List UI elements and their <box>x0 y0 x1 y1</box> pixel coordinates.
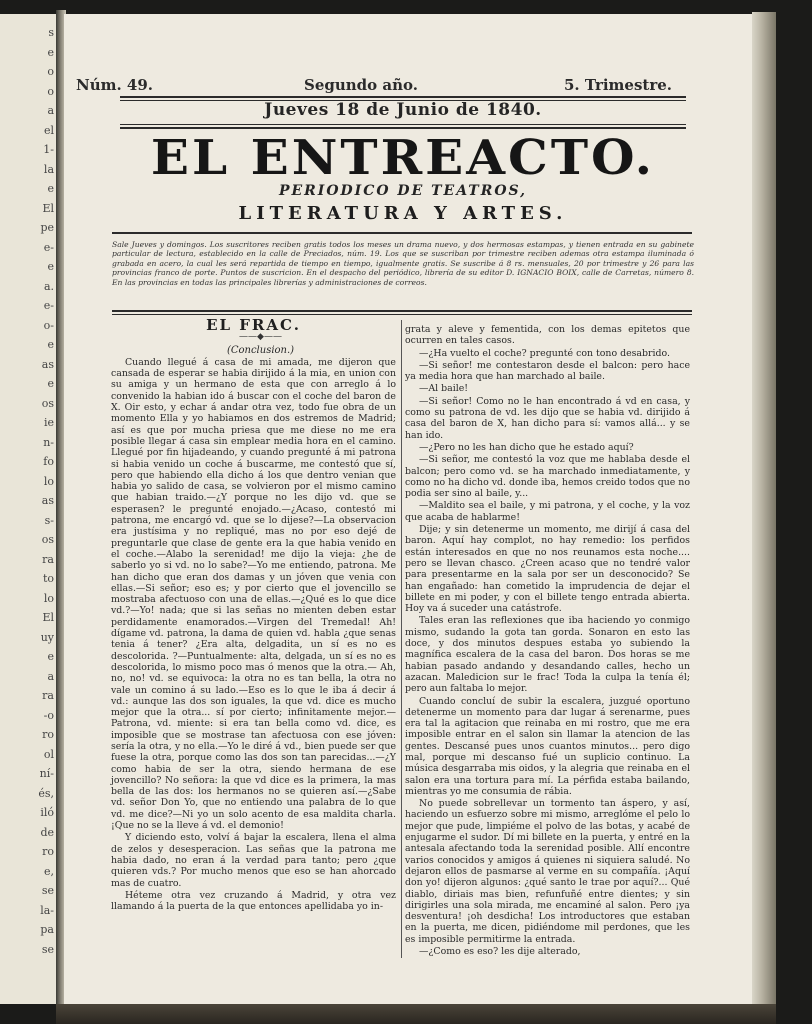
left-page-text-fragment: iló <box>40 806 54 819</box>
paragraph: —Si señor, me contestó la voz que me hablaba desde el balcon; pero como vd. se ha marchado inmediatamente, y como no ha dicho vd. donde iba, hemos creido todos que no podia ser sino al baile, y... <box>405 454 690 500</box>
left-page-text-fragment: e, <box>43 864 54 878</box>
left-page-text-fragment: s <box>48 26 54 39</box>
left-page-text-fragment: ra <box>42 552 54 566</box>
paragraph: —Al baile! <box>419 383 469 395</box>
paragraph: —Maldito sea el baile, y mi patrona, y el coche, y la voz que acaba de hablarme! <box>405 500 690 523</box>
paragraph: —Si señor! Como no le han encontrado á vd en casa, y como su patrona de vd. les dijo que se habia vd. dirijido á casa del baron de X, han dicho para sí: vamos allá... y se han ido. <box>405 395 690 441</box>
column-divider <box>401 320 402 958</box>
article-column-left <box>111 316 396 913</box>
left-page-text-fragment: El <box>42 611 54 624</box>
left-page-text-fragment: e <box>47 260 54 273</box>
paragraph: Dije; y sin detenerme un momento, me dirijí á casa del baron. Aquí hay complot, no hay remedio: los perfidos están interesados en que no nos reunamos esta noche.... pero se llevan chasco. ¿Creen acaso que no tendré valor para presentarme en la sala por ser un desconocido? Se han engañado: han cometido la imprudencia de dejar el billete en mi poder, y con el billete tengo entrada abierta. Hoy va á suceder una catástrofe. <box>405 524 690 615</box>
left-page-text-fragment: fo <box>43 455 54 468</box>
article-subhead: (Conclusion.) <box>226 344 295 356</box>
left-page-text-fragment: se <box>41 942 54 956</box>
rule-notice <box>112 310 692 312</box>
left-page-text-fragment: la- <box>40 903 54 917</box>
left-page-text-fragment: e <box>47 650 54 663</box>
left-page-text-fragment: pe <box>40 221 54 234</box>
left-page-text-fragment: uy <box>40 630 54 644</box>
masthead-info-row <box>76 76 696 96</box>
paragraph: —Si señor! me contestaron desde el balcon: pero hace ya media hora que han marchado al baile. <box>405 359 690 383</box>
issue-date: Jueves 18 de Junio de 1840. <box>264 100 542 120</box>
rule-masthead <box>112 232 692 234</box>
left-page-text-fragment: os <box>41 396 54 410</box>
left-page-text-fragment: ra <box>42 689 54 702</box>
left-page-text-fragment: a <box>47 669 54 683</box>
left-page-text-fragment: e- <box>43 299 54 312</box>
left-page-text-fragment: ro <box>42 845 54 858</box>
paragraph: grata y aleve y fementida, con los demas epitetos que ocurren en tales casos. <box>405 324 690 347</box>
left-page-text-fragment: os <box>41 533 54 546</box>
article-column-right <box>405 324 690 958</box>
left-page-text-fragment: de <box>40 825 54 839</box>
rule-top <box>120 96 686 98</box>
ornament: ——◆—— <box>239 332 282 343</box>
year-label: Segundo año. <box>304 76 418 94</box>
left-page-text-fragment: as <box>41 494 54 507</box>
trimester-label: 5. Trimestre. <box>564 76 673 94</box>
left-page-text-fragment: ol <box>43 747 54 761</box>
issue-number: Núm. 49. <box>76 76 154 94</box>
paragraph: Héteme otra vez cruzando á Madrid, y otra vez llamando á la puerta de la que entonces apellidaba yo in- <box>111 889 396 913</box>
left-page-text-fragment: to <box>42 572 54 585</box>
left-page-text-fragment: e <box>47 338 54 351</box>
paragraph: —¿Ha vuelto el coche? pregunté con tono desabrido. <box>419 347 670 359</box>
left-page-text-fragment: El <box>42 201 54 215</box>
masthead-subtitle-2: LITERATURA Y ARTES. <box>238 203 568 224</box>
rule-date <box>120 124 686 125</box>
left-page-text-fragment: as <box>41 357 54 371</box>
left-page-text-fragment: el <box>43 123 54 137</box>
left-page-text-fragment: e- <box>43 240 54 254</box>
paragraph: Y diciendo esto, volví á bajar la escalera, llena el alma de zelos y desesperacion. Las señas que la patrona me habia dado, no eran á la verdad para tanto; pero ¿que quieren vds.? Por mucho menos que eso se han ahorcado mas de cuatro. <box>111 832 396 889</box>
left-page-text-fragment: se <box>41 884 54 897</box>
left-page-text-fragment: s- <box>44 513 54 527</box>
paragraph: —¿Pero no les han dicho que he estado aquí? <box>419 441 634 453</box>
left-page-text-fragment: pa <box>40 923 54 936</box>
paragraph: Tales eran las reflexiones que iba haciendo yo conmigo mismo, sudando la gota tan gorda. Sonaron en esto las doce, y dos minutos despues estaba yo subiendo la magnífica escalera de la casa del baron. Dos horas se me habian pasado andando y desandando calles, hecho un azacan. Maledicion sur le frac! Toda la culpa la tenía él; pero aun faltaba lo mejor. <box>405 615 690 695</box>
paragraph: —¿Como es eso? les dije alterado, <box>419 946 581 958</box>
left-page-text-fragment: e <box>47 182 54 195</box>
left-page-text-fragment: n- <box>43 435 54 449</box>
left-page-text-fragment: o <box>47 65 54 78</box>
left-page-text-fragment: ro <box>42 728 54 741</box>
article-title: EL FRAC. <box>206 316 301 334</box>
left-page-text-fragment: ie <box>43 416 54 429</box>
rule-notice-thin <box>112 314 692 315</box>
book-bottom-edge <box>56 1004 776 1024</box>
subscription-notice: Sale Jueves y domingos. Los suscritores reciben gratis todos los meses un drama nuevo, y dos hermosas estampas, y tienen entrada en su gabinete particular de lectura, establecido en la calle de Preciados, núm. 19. Los que se suscriban por trimestre reciben ademas otra estampa iluminada ó grabada en acero, la cual les será repartida de tiempo en tiempo, igualmente gratis. Se suscribe á 8 rs. mensuales, 20 por trimestre y 26 para las provincias franco de porte. Puntos de suscricion. En el despacho del periódico, librería de su editor D. IGNACIO BOIX, calle de Carretas, número 8. En las provincias en todas las principales librerías y administraciones de correos. <box>112 240 694 287</box>
page-edge <box>752 12 776 1008</box>
left-page-text-fragment: lo <box>43 474 54 488</box>
left-page-text-fragment: la <box>43 162 54 176</box>
masthead-subtitle: PERIODICO DE TEATROS, <box>278 183 528 199</box>
paragraph: Cuando concluí de subir la escalera, juzgué oportuno detenerme un momento para dar lugar á serenarme, pues era tal la agitacion que reinaba en mi rostro, que me era imposible entrar en el salon sin llamar la atencion de las gentes. Descansé pues unos cuantos minutos... pero digo mal, porque mi descanso fué un suplicio continuo. La música desgarraba mis oidos, y la alegria que reinaba en el salon era una tortura para mí. La pérfida estaba bailando, mientras yo me consumia de rábia. <box>405 695 690 797</box>
left-page-text-fragment: 1- <box>43 143 54 156</box>
left-page-text-fragment: ní- <box>39 767 54 780</box>
left-page-text-fragment: o <box>47 84 54 98</box>
left-page-text-fragment: a <box>47 104 54 117</box>
paragraph: No puede sobrellevar un tormento tan áspero, y así, haciendo un esfuerzo sobre mi mismo, arreglóme el pelo lo mejor que pude, limpiéme el polvo de las botas, y acabé de enjugarme el sudor. Dí mi billete en la puerta, y entré en la antesala afectando toda la serenidad posible. Allí encontre varios conocidos y amigos á quienes ni siquiera saludé. No dejaron ellos de pasmarse al verme en su compañía. ¡Aquí don yo! dijeron algunos: ¿qué santo le trae por aquí?... Qué diablo, diriais mas bien, refunfuñé entre dientes; y sin dirigirles una sola mirada, me encaminé al salon. Pero ¡ya desventura! ¡oh desdicha! Los introductores que estaban en la puerta, me dicen, pidiéndome mil perdones, que les es imposible permitirme la entrada. <box>405 798 690 945</box>
left-page-text-fragment: a. <box>43 279 54 293</box>
left-page-text-fragment: -o <box>43 708 54 722</box>
paragraph: Cuando llegué á casa de mi amada, me dijeron que cansada de esperar se habia dirijido á la mia, en union con su amiga y un hermano de esta que con arreglo á lo convenido la habian ido á buscar con el coche del baron de X. Oir esto, y echar á andar otra vez, todo fue obra de un momento Ella y yo habiamos en dos estremos de Madrid; así es que por mucha priesa que me diese no me era posible llegar á casa sin emplear media hora en el camino. Llegué por fin hijadeando, y cuando pregunté á mi patrona si habia venido un coche á buscarme, me contestó que sí, pero que habiendo ella dicho á los que dentro venian que habia yo salido de casa, se volvieron por el mismo camino que habian traido.—¿Y porque no les dijo vd. que se esperasen? le pregunté enojado.—¿Acaso, contestó mi patrona, me encargó vd. que se lo dijese?—La observacion era justísima y no repliqué, mas no por eso dejé de preguntarle que clase de gente era la que habia venido en el coche.—Alabo la serenidad! me dijo la vieja: ¿he de saberlo yo si vd. no lo sabe?—Yo me entiendo, patrona. Me han dicho que eran dos damas y un jóven que venia con ellas.—Si señor; eso es; y por cierto que el jovencillo se mostraba afectuoso con una de ellas.—¿Qué es lo que dice vd.?—Yo! nada; que si las señas no mienten deben estar perdidamente enamorados.—Virgen del Tremedal! Ah! dígame vd. patrona, la dama de quien vd. habla ¿que senas tenia á tener? ¿Era alta, delgadita, un sí es no es descolorida. ?—Puntualmente: alta, delgada, un sí es no es descolorida, lo mismo poco mas ó menos que la otra.— Ah, no, no! vd. se equivoca: la otra no es tan bella, la otra no vale un comino á su lado.—Eso es lo que le iba á decir á vd.: aunque las dos son iguales, la que vd. dice es mucho mejor que la otra... sí por cierto; infinitamente mejor.—Patrona, vd. miente: si era tan bella como vd. dice, es imposible que se mostrase tan afectuosa con ese jóven: sería la otra, y no ella.—Yo le diré á vd., bien puede ser que fuese la otra, porque como las dos son tan parecidas...—¿Y como habia de ser la otra, siendo hermana de ese jovencillo? No señora: la que vd dice es la primera, la mas bella de las dos: los hermanos no se quieren así.—¿Sabe vd. señor Don Yo, que no entiendo una palabra de lo que vd. me dice?—Ni yo un solo acento de esa maldita charla. ¡Que no se la lleve á vd. el demonio! <box>111 356 396 832</box>
left-page-text-fragment: lo <box>43 591 54 605</box>
left-page-fragment <box>0 14 58 1004</box>
left-page-text-fragment: e <box>47 377 54 390</box>
left-page-text-fragment: o- <box>43 318 54 332</box>
masthead-title: EL ENTREACTO. <box>150 129 656 186</box>
left-page-text-fragment: és, <box>38 786 54 800</box>
left-page-text-fragment: e <box>47 45 54 59</box>
